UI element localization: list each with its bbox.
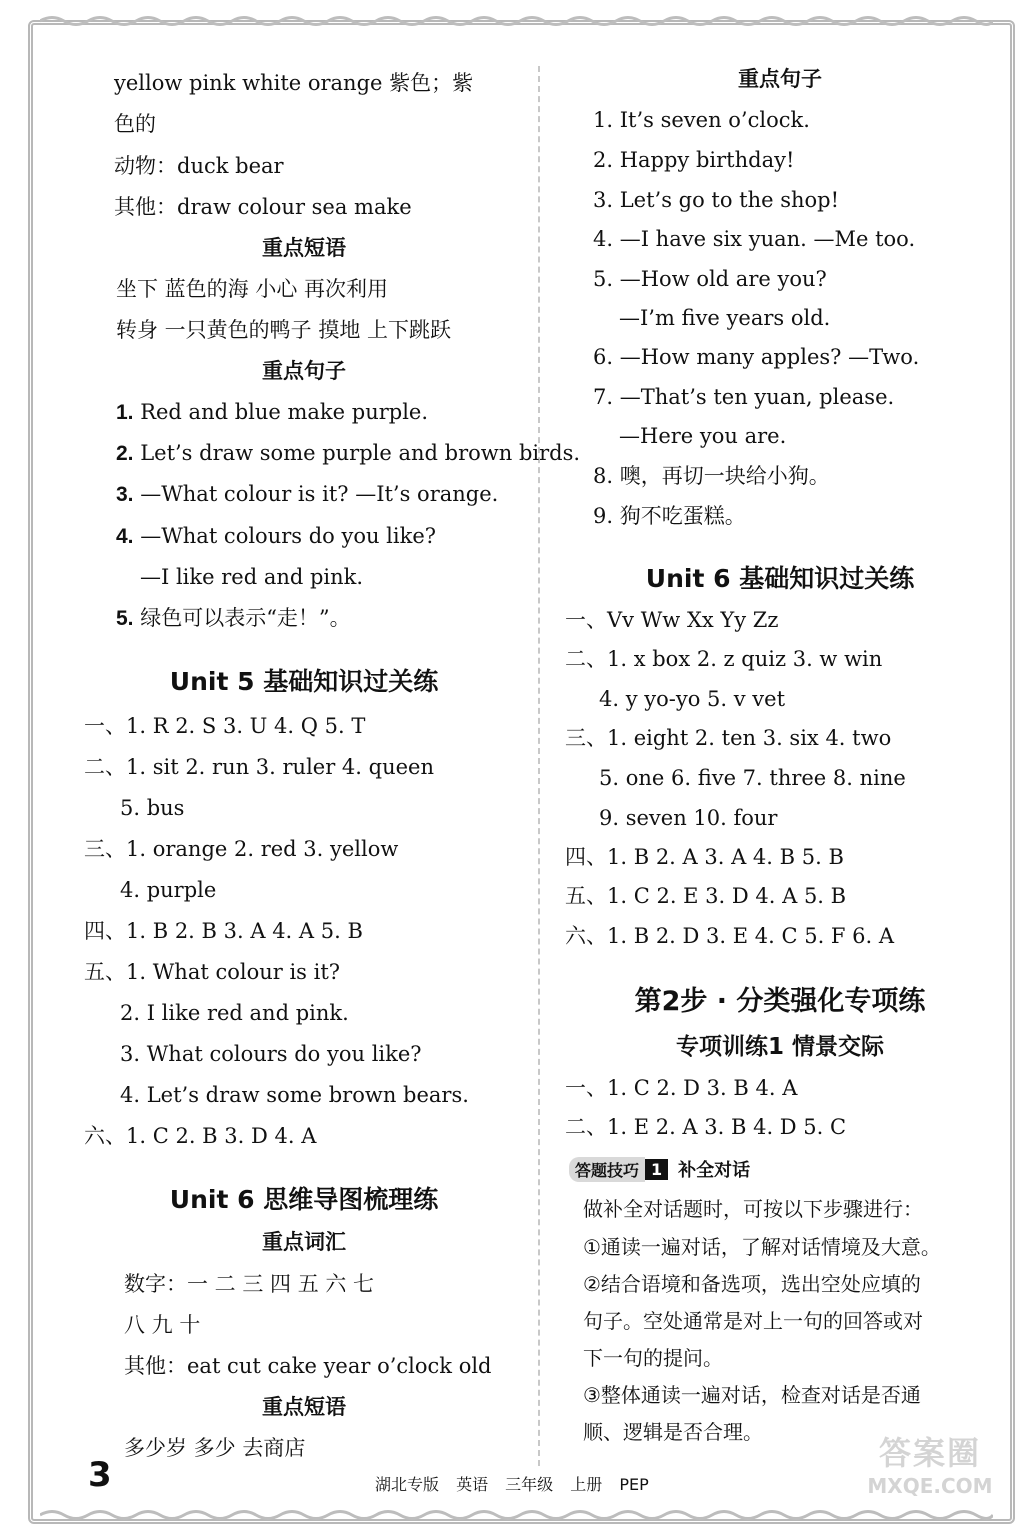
unit6-mindmap-heading: Unit 6 思维导图梳理练: [169, 1185, 439, 1214]
sentence-5: 5. 绿色可以表示“走！”。: [116, 606, 351, 630]
unit5-q6: 六、1. C 2. B 3. D 4. A: [84, 1124, 317, 1148]
tip-line-1: 做补全对话题时，可按以下步骤进行：: [583, 1197, 923, 1221]
sentence-4: 4. —What colours do you like?: [116, 524, 437, 548]
tip-label: [569, 1156, 750, 1182]
color-words-cont: 色的: [114, 112, 156, 136]
unit6-q3-cont-2: 9. seven 10. four: [599, 806, 778, 830]
column-divider: [538, 66, 540, 1466]
heading-key-phrases-2: 重点短语: [262, 1395, 346, 1419]
sentence-3: 3. —What colour is it? —It’s orange.: [116, 482, 499, 506]
special-training-heading: 专项训练1 情景交际: [675, 1034, 884, 1060]
vocab-other: 其他：eat cut cake year o’clock old: [124, 1354, 492, 1378]
phrases-line-2: 转身 一只黄色的鸭子 摸地 上下跳跃: [116, 318, 452, 342]
tip-line-4: 句子。空处通常是对上一句的回答或对: [583, 1309, 923, 1333]
sentence-1: 1. Red and blue make purple.: [116, 400, 429, 424]
unit6-q3-cont: 5. one 6. five 7. three 8. nine: [599, 766, 906, 790]
unit5-q4: 四、1. B 2. B 3. A 4. A 5. B: [84, 919, 363, 943]
tip-title: 补全对话: [678, 1160, 751, 1181]
watermark-logo: 答案圈 MXQE.COM: [867, 1434, 993, 1498]
heading-key-phrases: 重点短语: [262, 236, 346, 260]
right-sentence-2: 2. Happy birthday!: [593, 148, 795, 172]
animal-words: 动物：duck bear: [114, 154, 284, 178]
unit5-q1: 一、1. R 2. S 3. U 4. Q 5. T: [84, 714, 366, 738]
unit5-q5-2: 2. I like red and pink.: [120, 1001, 349, 1025]
unit6-basic-heading: Unit 6 基础知识过关练: [645, 564, 915, 593]
sentence-4-answer: —I like red and pink.: [140, 565, 364, 589]
right-sentence-6: 6. —How many apples? —Two.: [593, 345, 920, 369]
unit5-q3-cont: 4. purple: [120, 878, 217, 902]
right-sentence-3: 3. Let’s go to the shop!: [593, 188, 840, 212]
right-sentence-5-answer: —I’m five years old.: [619, 306, 831, 330]
unit5-q2: 二、1. sit 2. run 3. ruler 4. queen: [84, 755, 434, 779]
wave-border-bottom: [40, 1508, 993, 1522]
unit5-q5-4: 4. Let’s draw some brown bears.: [120, 1083, 469, 1107]
heading-key-sentences: 重点句子: [262, 359, 346, 383]
unit6-q4: 四、1. B 2. A 3. A 4. B 5. B: [565, 845, 844, 869]
phrases-unit6: 多少岁 多少 去商店: [124, 1436, 306, 1460]
wave-border-top: [40, 14, 993, 28]
unit5-heading: Unit 5 基础知识过关练: [169, 667, 439, 696]
unit6-q5: 五、1. C 2. E 3. D 4. A 5. B: [565, 884, 847, 908]
unit5-q5-3: 3. What colours do you like?: [120, 1042, 422, 1066]
right-sentence-5: 5. —How old are you?: [593, 267, 827, 291]
right-sentence-7-answer: —Here you are.: [619, 424, 787, 448]
phrases-line-1: 坐下 蓝色的海 小心 再次利用: [116, 277, 389, 301]
right-sentence-4: 4. —I have six yuan. —Me too.: [593, 227, 916, 251]
unit6-q1: 一、Vv Ww Xx Yy Zz: [565, 608, 779, 632]
tip-badge: 答题技巧: [569, 1157, 645, 1182]
unit6-q2-cont: 4. y yo-yo 5. v vet: [599, 687, 786, 711]
other-words: 其他：draw colour sea make: [114, 195, 412, 219]
right-sentence-7: 7. —That’s ten yuan, please.: [593, 385, 895, 409]
tip-line-3: ②结合语境和备选项，选出空处应填的: [583, 1272, 921, 1296]
sentence-2: 2. Let’s draw some purple and brown birds.: [116, 441, 581, 465]
tip-line-5: 下一句的提问。: [583, 1346, 723, 1370]
unit6-q3: 三、1. eight 2. ten 3. six 4. two: [565, 726, 892, 750]
heading-key-sentences-right: 重点句子: [738, 67, 822, 91]
tip-number: 1: [645, 1159, 668, 1180]
heading-key-vocab: 重点词汇: [262, 1230, 346, 1254]
tip-line-7: 顺、逻辑是否合理。: [583, 1420, 763, 1444]
unit5-q3: 三、1. orange 2. red 3. yellow: [84, 837, 399, 861]
right-sentence-9: 9. 狗不吃蛋糕。: [593, 504, 746, 528]
unit5-q2-cont: 5. bus: [120, 796, 185, 820]
special-q1: 一、1. C 2. D 3. B 4. A: [565, 1076, 798, 1100]
unit5-q5: 五、1. What colour is it?: [84, 960, 341, 984]
unit6-q6: 六、1. B 2. D 3. E 4. C 5. F 6. A: [565, 924, 895, 948]
special-q2: 二、1. E 2. A 3. B 4. D 5. C: [565, 1115, 847, 1139]
step2-heading: 第2步 · 分类强化专项练: [634, 986, 926, 1017]
vocab-numbers: 数字：一 二 三 四 五 六 七: [124, 1272, 375, 1296]
color-words: yellow pink white orange 紫色；紫: [114, 71, 474, 95]
vocab-numbers-cont: 八 九 十: [124, 1313, 201, 1337]
footer-text: 湖北专版 英语 三年级 上册 PEP: [375, 1475, 649, 1494]
unit6-q2: 二、1. x box 2. z quiz 3. w win: [565, 647, 883, 671]
tip-line-6: ③整体通读一遍对话，检查对话是否通: [583, 1383, 921, 1407]
page-number: 3: [88, 1455, 112, 1495]
right-sentence-8: 8. 噢，再切一块给小狗。: [593, 464, 830, 488]
right-sentence-1: 1. It’s seven o’clock.: [593, 108, 810, 132]
tip-line-2: ①通读一遍对话，了解对话情境及大意。: [583, 1235, 941, 1259]
